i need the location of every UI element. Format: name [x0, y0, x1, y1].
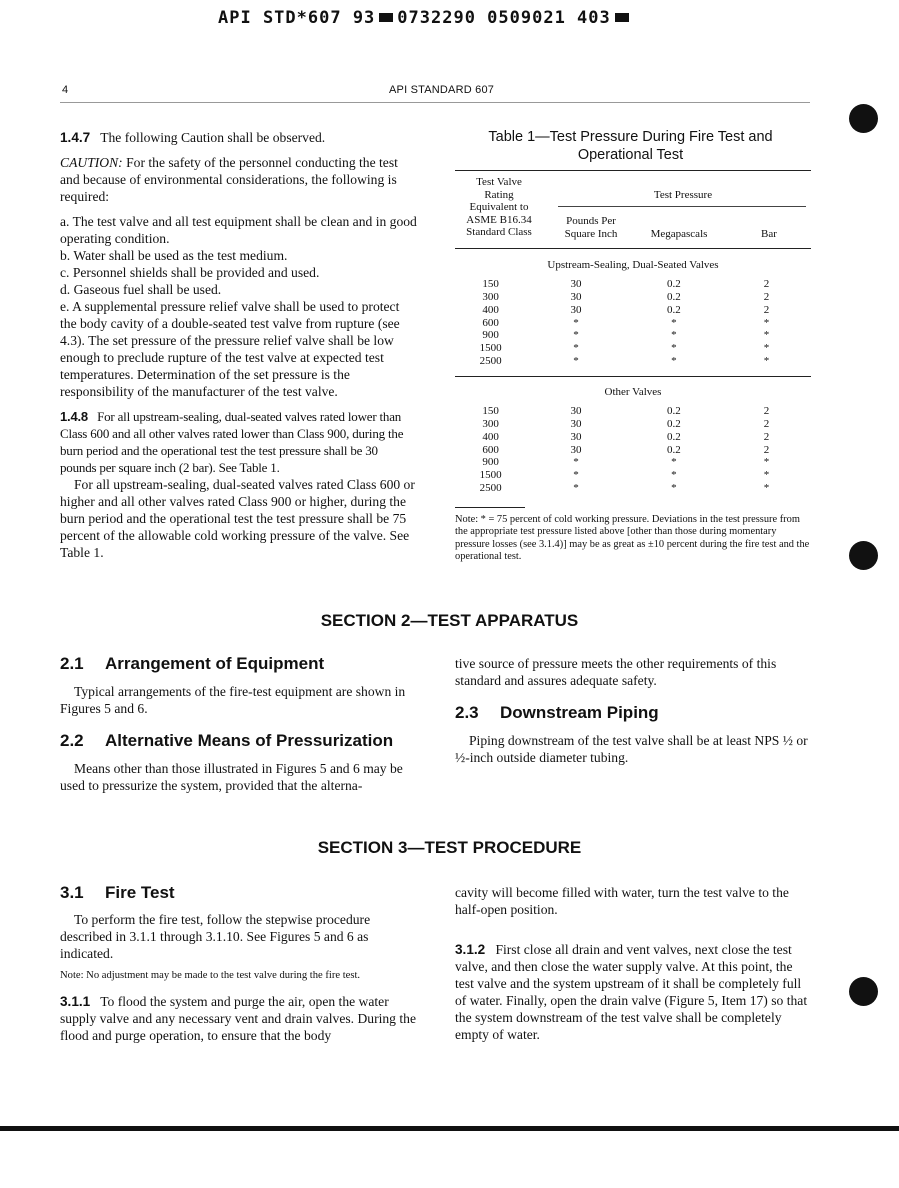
table-cell: 30 [570, 290, 582, 303]
table-cell: * [573, 316, 579, 329]
paragraph-2-2-continued: tive source of pressure meets the other requirements of this standard and assures adequate safety. [455, 656, 777, 688]
paragraph-3-1-2: 3.1.2 First close all drain and vent valves, next close the test valve, and then close the water supply valve. At this point, the test valve and the system upstream of it shall be completely full of water. Finally, open the drain valve (Figure 5, Item 17) so that the system downstream of the test valve shall be completely empty of water. [455, 942, 808, 1042]
running-title: API STANDARD 607 [389, 84, 495, 96]
table-header-rule [455, 248, 811, 249]
note-3-1: Note: No adjustment may be made to the test valve during the fire test. [60, 970, 361, 981]
table-cell: 400 [482, 303, 499, 316]
table-cell: * [763, 342, 770, 355]
table-cell: 300 [482, 290, 499, 303]
table-cell: 2 [763, 430, 770, 443]
paragraph-3-1-1: 3.1.1 To flood the system and purge the air, open the water supply valve and any necessary vent and drain valves. During the flood and purge operation, to ensure that the body [60, 994, 416, 1043]
table-cell: * [573, 481, 579, 494]
table-note: Note: * = 75 percent of cold working pressure. Deviations in the test pressure from the appropriate test pressure listed above [other than those during momentary pressure losses (see 3.1.4)] may be as great as ±10 percent during the fire test and the operational test. [455, 514, 810, 563]
table-cell: 400 [482, 430, 499, 443]
table-cell: 300 [482, 417, 499, 430]
paragraph-2-2: Means other than those illustrated in Figures 5 and 6 may be used to pressurize the system, provided that the alterna- [60, 761, 403, 793]
table-cell: * [763, 481, 770, 494]
table-cell: * [671, 481, 677, 494]
column-header-test-pressure: Test Pressure [653, 189, 713, 201]
page-number: 4 [62, 84, 69, 96]
table-row [455, 291, 811, 304]
heading-3-1: 3.1 Fire Test [60, 883, 175, 902]
table-cell: 30 [570, 430, 582, 443]
heading-2-2: 2.2 Alternative Means of Pressurization [60, 731, 394, 750]
table-cell: 600 [482, 443, 499, 456]
table-cell: 30 [570, 417, 582, 430]
table-row [455, 456, 811, 469]
table-row [455, 482, 811, 495]
barcode-block-icon [379, 13, 393, 22]
table-cell: * [573, 329, 579, 342]
table-group-upstream [455, 278, 811, 368]
paragraph-1-4-7: 1.4.7 The following Caution shall be observed. [60, 130, 326, 145]
table-cell: 2500 [479, 481, 502, 494]
table-cell: 2 [763, 417, 770, 430]
group-label-other: Other Valves [604, 386, 662, 398]
list-item: e. A supplemental pressure relief valve shall be used to protect the body cavity of a double-seated test valve from rupture (see 4.3). The set pressure of the pressure relief valve shall be low enough to preclude rupture of the test valve at expected test temperatures. Determination of the set pressure is the responsibility of the manufacturer of the test valve. [60, 299, 400, 399]
column-header-rating: Test Valve Rating Equivalent to ASME B16.34 Standard Class [466, 176, 532, 239]
table-cell: 900 [482, 456, 499, 469]
list-item: a. The test valve and all test equipment shall be clean and in good operating condition. [60, 214, 417, 246]
section-2-title: SECTION 2—TEST APPARATUS [320, 611, 579, 630]
table-cell: * [573, 354, 579, 367]
table-cell: 0.2 [667, 278, 681, 291]
punch-hole-middle [849, 541, 878, 570]
paragraph-3-1: To perform the fire test, follow the stepwise procedure described in 3.1.1 through 3.1.10. See Figures 5 and 6 as indicated. [60, 912, 371, 961]
list-item: d. Gaseous fuel shall be used. [60, 282, 222, 297]
table-row [455, 342, 811, 355]
paragraph-2-1: Typical arrangements of the fire-test equipment are shown in Figures 5 and 6. [60, 684, 406, 716]
table-cell: 2500 [479, 354, 502, 367]
caution-paragraph: CAUTION: For the safety of the personnel conducting the test and because of environmental considerations, the following is required: [60, 155, 398, 204]
table-cell: * [763, 456, 770, 469]
table-note-rule [455, 507, 525, 508]
table-row [455, 355, 811, 368]
table-top-rule [455, 170, 811, 171]
table-cell: 2 [763, 405, 770, 418]
table-cell: 2 [763, 278, 770, 291]
table-cell: 30 [570, 443, 582, 456]
section-3-title: SECTION 3—TEST PROCEDURE [317, 838, 582, 857]
table-row [455, 431, 811, 444]
table-row [455, 469, 811, 482]
list-item: b. Water shall be used as the test medium. [60, 248, 288, 263]
paragraph-1-4-8: 1.4.8 For all upstream-sealing, dual-seated valves rated lower than Class 600 and all other valves rated lower than Class 900, during the burn period and the operational test the test pressure shall be 30 pounds per square inch (2 bar). See Table 1. [60, 409, 404, 475]
table-cell: 0.2 [667, 443, 681, 456]
table-cell: 150 [482, 278, 499, 291]
table-row [455, 329, 811, 342]
table-cell: * [763, 329, 770, 342]
table-cell: 600 [482, 316, 499, 329]
table-cell: * [573, 342, 579, 355]
paragraph-3-1-1-continued: cavity will become filled with water, turn the test valve to the half-open position. [455, 885, 789, 917]
table-cell: 30 [570, 278, 582, 291]
table-row [455, 304, 811, 317]
table-cell: * [573, 456, 579, 469]
left-column [60, 129, 417, 561]
barcode-block-icon [615, 13, 629, 22]
table-cell: 30 [570, 405, 582, 418]
table-group-rule [455, 376, 811, 377]
table-cell: * [671, 316, 677, 329]
header-rule [60, 102, 810, 103]
table-cell: 30 [570, 303, 582, 316]
table-row [455, 316, 811, 329]
document-code-part-2: 0732290 0509021 403 [397, 8, 611, 28]
table-cell: 2 [763, 303, 770, 316]
table-row [455, 278, 811, 291]
table-cell: 1500 [479, 342, 502, 355]
column-header-megapascals: Megapascals [650, 228, 708, 240]
table-cell: 2 [763, 290, 770, 303]
table-cell: 0.2 [667, 430, 681, 443]
table-row [455, 443, 811, 456]
document-code-part-1: API STD*607 93 [218, 8, 376, 28]
heading-2-3: 2.3 Downstream Piping [455, 703, 659, 722]
table-cell: 900 [482, 329, 499, 342]
table-cell: 1500 [479, 469, 502, 482]
table-row [455, 418, 811, 431]
scan-bottom-edge [0, 1126, 899, 1131]
table-cell: 150 [482, 405, 499, 418]
table-cell: 0.2 [667, 290, 681, 303]
table-cell: * [671, 329, 677, 342]
column-header-psi: Pounds Per Square Inch [564, 215, 618, 240]
table-cell: * [763, 354, 770, 367]
heading-2-1: 2.1 Arrangement of Equipment [60, 654, 325, 673]
group-label-upstream: Upstream-Sealing, Dual-Seated Valves [547, 259, 719, 271]
paragraph-1-4-8-continued: For all upstream-sealing, dual-seated valves rated Class 600 or higher and all other valves rated Class 900 or higher, during the burn period and the operational test the test pressure shall be 75 percent of the allowable cold working pressure of the valve. See Table 1. [60, 477, 415, 560]
table-cell: 0.2 [667, 303, 681, 316]
table-cell: 0.2 [667, 405, 681, 418]
punch-hole-bottom [849, 977, 878, 1006]
column-header-bar: Bar [761, 228, 777, 240]
test-pressure-rule [558, 206, 806, 207]
table-cell: * [763, 316, 770, 329]
table-cell: * [671, 456, 677, 469]
table-cell: * [573, 469, 579, 482]
table-cell: * [671, 342, 677, 355]
table-cell: * [671, 469, 677, 482]
table-1-title: Table 1—Test Pressure During Fire Test and Operational Test [488, 129, 773, 163]
table-cell: 2 [763, 443, 770, 456]
table-cell: * [763, 469, 770, 482]
list-item: c. Personnel shields shall be provided and used. [60, 265, 320, 280]
table-cell: 0.2 [667, 417, 681, 430]
table-cell: * [671, 354, 677, 367]
document-code [218, 8, 633, 28]
table-row [455, 405, 811, 418]
table-group-other [455, 405, 811, 495]
punch-hole-top [849, 104, 878, 133]
paragraph-2-3: Piping downstream of the test valve shall be at least NPS ½ or ½-inch outside diameter tubing. [455, 733, 808, 765]
